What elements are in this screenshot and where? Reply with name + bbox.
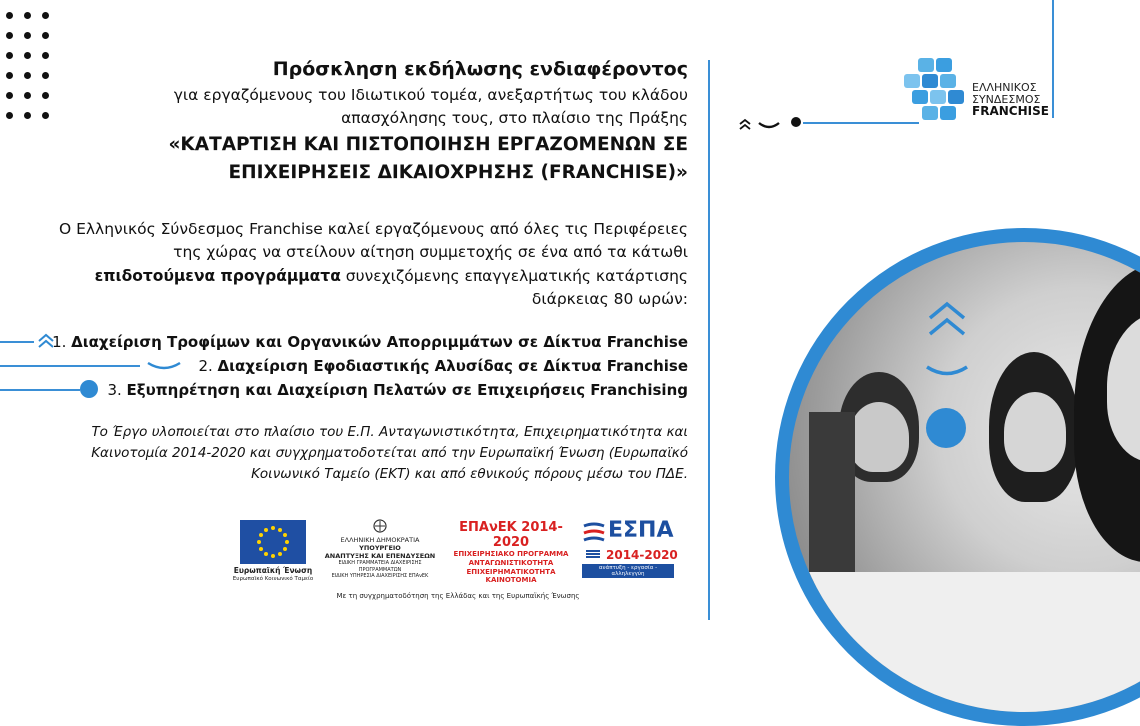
- ministry-line: ΕΛΛΗΝΙΚΗ ΔΗΜΟΚΡΑΤΙΑ: [340, 536, 420, 544]
- dot: [24, 12, 31, 19]
- espa-tagline: ανάπτυξη - εργασία - αλληλεγγύη: [582, 564, 674, 578]
- circle-dot-icon: [926, 408, 966, 448]
- dot: [6, 92, 13, 99]
- eu-sublabel: Ευρωπαϊκό Κοινωνικό Ταμείο: [232, 576, 314, 582]
- dot: [6, 12, 13, 19]
- dot: [42, 32, 49, 39]
- dot: [6, 72, 13, 79]
- chevron-up-icon: [738, 116, 752, 130]
- program-item: [0, 330, 688, 354]
- program-label: Διαχείριση Τροφίμων και Οργανικών Απορριμμάτων σε Δίκτυα Franchise: [71, 333, 688, 351]
- ministry-line: ΕΙΔΙΚΗ ΓΡΑΜΜΑΤΕΙΑ ΔΙΑΧΕΙΡΙΣΗΣ ΠΡΟΓΡΑΜΜΑΤΩΝ: [338, 560, 422, 573]
- footnote-line: Κοινωνικό Ταμείο (ΕΚΤ) και από εθνικούς πόρους μέσω του ΠΔΕ.: [251, 465, 688, 482]
- funding-note: [40, 422, 688, 485]
- dot: [42, 12, 49, 19]
- body-text: συνεχιζόμενης επαγγελματικής κατάρτισης: [340, 266, 688, 285]
- smile-curve-icon: [757, 116, 781, 126]
- program-number: 1.: [52, 333, 72, 351]
- body-line: Ο Ελληνικός Σύνδεσμος Franchise καλεί εργαζόμενους από όλες τις Περιφέρειες: [58, 220, 688, 238]
- eu-star: [283, 533, 287, 537]
- eu-star: [264, 528, 268, 532]
- dot: [24, 92, 31, 99]
- franchise-association-logo-icon: [904, 58, 968, 124]
- espa-years: 2014-2020: [606, 548, 678, 562]
- person-silhouette: [1004, 392, 1066, 472]
- eu-star: [278, 552, 282, 556]
- dot: [6, 52, 13, 59]
- eu-star: [257, 540, 261, 544]
- cofunding-caption: Με τη συγχρηματοδότηση της Ελλάδας και της Ευρωπαϊκής Ένωσης: [336, 592, 580, 600]
- dot: [6, 32, 13, 39]
- brand-line: ΣΥΝΔΕΣΜΟΣ: [972, 92, 1041, 106]
- dot: [24, 32, 31, 39]
- body-bold-text: επιδοτούμενα προγράμματα: [94, 266, 341, 285]
- program-label: Διαχείριση Εφοδιαστικής Αλυσίδας σε Δίκτυα Franchise: [217, 357, 688, 375]
- smile-curve-icon: [924, 364, 970, 380]
- eu-star: [285, 540, 289, 544]
- body-line: [40, 265, 688, 288]
- line-decoration: [803, 122, 919, 124]
- epanek-logo: [448, 520, 574, 585]
- program-item: [0, 354, 688, 378]
- program-title-line: ΕΠΙΧΕΙΡΗΣΕΙΣ ΔΙΚΑΙΟΧΡΗΣΗΣ (FRANCHISE)»: [228, 161, 688, 183]
- ministry-line: ΑΝΑΠΤΥΞΗΣ ΚΑΙ ΕΠΕΝΔΥΣΕΩΝ: [324, 552, 436, 561]
- ministry-line: ΥΠΟΥΡΓΕΙΟ: [359, 544, 401, 553]
- espa-stripes-icon: [582, 522, 606, 544]
- program-title-line: «ΚΑΤΑΡΤΙΣΗ ΚΑΙ ΠΙΣΤΟΠΟΙΗΣΗ ΕΡΓΑΖΟΜΕΝΩΝ ΣΕ: [168, 134, 688, 155]
- program-list: [0, 330, 688, 402]
- dot: [24, 112, 31, 119]
- funding-logos: [230, 512, 686, 604]
- intro-block: [40, 55, 688, 185]
- program-label: Εξυπηρέτηση και Διαχείριση Πελατών σε Επιχειρήσεις Franchising: [126, 381, 688, 399]
- program-number: 3.: [107, 381, 127, 399]
- epanek-line: ΕΠΙΧΕΙΡΗΜΑΤΙΚΟΤΗΤΑ: [466, 567, 556, 576]
- eu-label: Ευρωπαϊκή Ένωση: [233, 566, 313, 575]
- epanek-title: ΕΠΑνΕΚ 2014-2020: [459, 520, 563, 550]
- dot: [24, 52, 31, 59]
- brand-name: [972, 82, 1056, 118]
- ministry-line: ΕΙΔΙΚΗ ΥΠΗΡΕΣΙΑ ΔΙΑΧΕΙΡΙΣΗΣ ΕΠΑνΕΚ: [331, 572, 429, 579]
- vertical-divider: [708, 60, 710, 620]
- eu-star: [278, 528, 282, 532]
- eu-star: [259, 533, 263, 537]
- subtitle-line: απασχόλησης τους, στο πλαίσιο της Πράξης: [341, 108, 688, 127]
- epanek-line: ΚΑΙΝΟΤΟΜΙΑ: [485, 576, 537, 585]
- eu-flag-icon: [240, 520, 306, 564]
- person-silhouette: [849, 402, 909, 472]
- circle-dot-icon: [791, 117, 801, 127]
- body-line: διάρκειας 80 ωρών:: [531, 289, 688, 308]
- subtitle-line: για εργαζόμενους του Ιδιωτικού τομέα, ανεξαρτήτως του κλάδου: [173, 85, 688, 104]
- invitation-text: [40, 218, 688, 311]
- dot: [6, 112, 13, 119]
- monitor-shape: [809, 412, 855, 582]
- brand-line: FRANCHISE: [972, 104, 1049, 119]
- espa-title: ΕΣΠΑ: [608, 518, 674, 543]
- footnote-line: Καινοτομία 2014-2020 και συγχρηματοδοτείται από την Ευρωπαϊκή Ένωση (Ευρωπαϊκό: [91, 444, 688, 461]
- epanek-line: ΑΝΤΑΓΩΝΙΣΤΙΚΟΤΗΤΑ: [468, 558, 554, 567]
- epanek-line: ΕΠΙΧΕΙΡΗΣΙΑΚΟ ΠΡΟΓΡΑΜΜΑ: [453, 550, 569, 558]
- eu-star: [259, 547, 263, 551]
- footnote-line: Το Έργο υλοποιείται στο πλαίσιο του Ε.Π. Ανταγωνιστικότητα, Επιχειρηματικότητα και: [91, 424, 688, 440]
- body-line: της χώρας να στείλουν αίτηση συμμετοχής σε ένα από τα κάτωθι: [173, 243, 688, 262]
- brand-line: ΕΛΛΗΝΙΚΟΣ: [972, 81, 1037, 94]
- page-title: Πρόσκληση εκδήλωσης ενδιαφέροντος: [272, 58, 688, 80]
- eu-star: [283, 547, 287, 551]
- eu-star: [271, 554, 275, 558]
- dot: [24, 72, 31, 79]
- greek-flag-icon: [586, 550, 600, 559]
- program-item: [0, 378, 688, 402]
- program-number: 2.: [198, 357, 218, 375]
- eu-star: [271, 526, 275, 530]
- eu-star: [264, 552, 268, 556]
- greek-emblem-icon: [373, 518, 387, 534]
- chevron-up-icon: [926, 300, 968, 340]
- desk-shape: [789, 572, 1140, 722]
